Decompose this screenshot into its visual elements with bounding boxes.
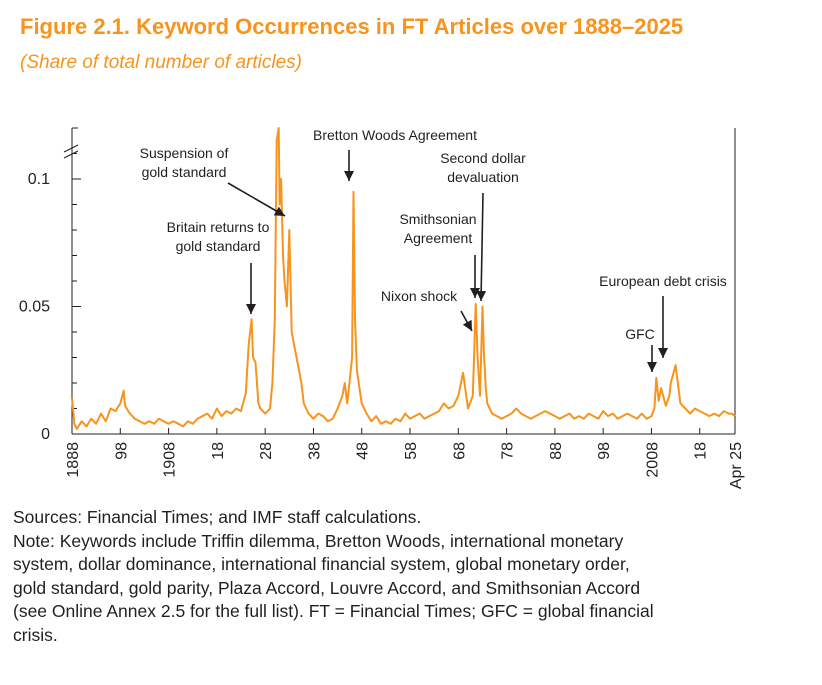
annotation (140, 145, 285, 216)
x-tick-label: 18 (692, 442, 710, 460)
annotation-label: gold standard (175, 238, 261, 254)
annotation (625, 326, 657, 372)
annotation (399, 211, 480, 298)
x-tick-label: 28 (258, 442, 276, 460)
x-tick-label: 88 (547, 442, 565, 460)
note-line-4: (see Online Annex 2.5 for the full list). FT = Financial Times; GFC = global financial (13, 601, 654, 621)
axis-break-mark (64, 145, 78, 152)
x-tick-label: 98 (596, 442, 614, 460)
annotation-label: GFC (625, 326, 655, 342)
axes (19, 128, 745, 489)
annotation (381, 288, 472, 331)
annotation-label: Second dollar (440, 150, 526, 166)
annotation-label: Bretton Woods Agreement (313, 127, 477, 143)
chart-notes (13, 506, 813, 647)
x-tick-label: Apr 25 (728, 442, 745, 490)
annotation-arrow-head (344, 171, 354, 181)
x-tick-label: 2008 (644, 442, 662, 478)
x-tick-label: 58 (403, 442, 421, 460)
note-line-1: Note: Keywords include Triffin dilemma, Bretton Woods, international monetary (13, 530, 624, 551)
x-tick-label: 18 (209, 442, 227, 460)
annotation-arrow-head (658, 348, 668, 358)
annotation-label: Smithsonian (399, 211, 477, 227)
annotation-label: European debt crisis (599, 273, 727, 289)
x-tick-label: 1888 (65, 442, 82, 478)
annotation-label: Britain returns to (166, 219, 270, 235)
x-tick-label: 78 (499, 442, 517, 460)
x-tick-label: 98 (113, 442, 131, 460)
y-tick-label: 0.05 (18, 298, 50, 316)
annotation-arrow-head (246, 304, 256, 314)
note-line-2: system, dollar dominance, international financial system, global monetary order, (13, 554, 630, 574)
sources-line: Sources: Financial Times; and IMF staff calculations. (13, 507, 422, 527)
annotation-arrow-head (647, 362, 657, 372)
annotation-label: gold standard (141, 164, 227, 180)
note-line-3: gold standard, gold parity, Plaza Accord, Louvre Accord, and Smithsonian Accord (13, 577, 641, 598)
annotation-label: Nixon shock (380, 288, 458, 304)
note-line-5: crisis. (13, 624, 58, 645)
annotation-label: Agreement (403, 230, 473, 246)
annotation (167, 219, 270, 314)
y-tick-label: 0 (41, 426, 50, 443)
annotation-label: devaluation (447, 169, 519, 185)
x-tick-label: 68 (451, 442, 469, 460)
y-tick-label: 0.1 (27, 171, 50, 188)
annotation-label: Suspension of (139, 145, 229, 161)
x-tick-label: 48 (354, 442, 372, 460)
axis-break-mark (64, 151, 78, 158)
annotation (599, 273, 727, 358)
figure-subtitle: (Share of total number of articles) (20, 52, 302, 73)
x-tick-label: 38 (306, 442, 324, 460)
annotations (140, 127, 727, 372)
x-tick-label: 1908 (161, 442, 179, 478)
annotation-arrow-shaft (481, 193, 483, 301)
figure-title: Figure 2.1. Keyword Occurrences in FT Articles over 1888–2025 (20, 14, 684, 39)
